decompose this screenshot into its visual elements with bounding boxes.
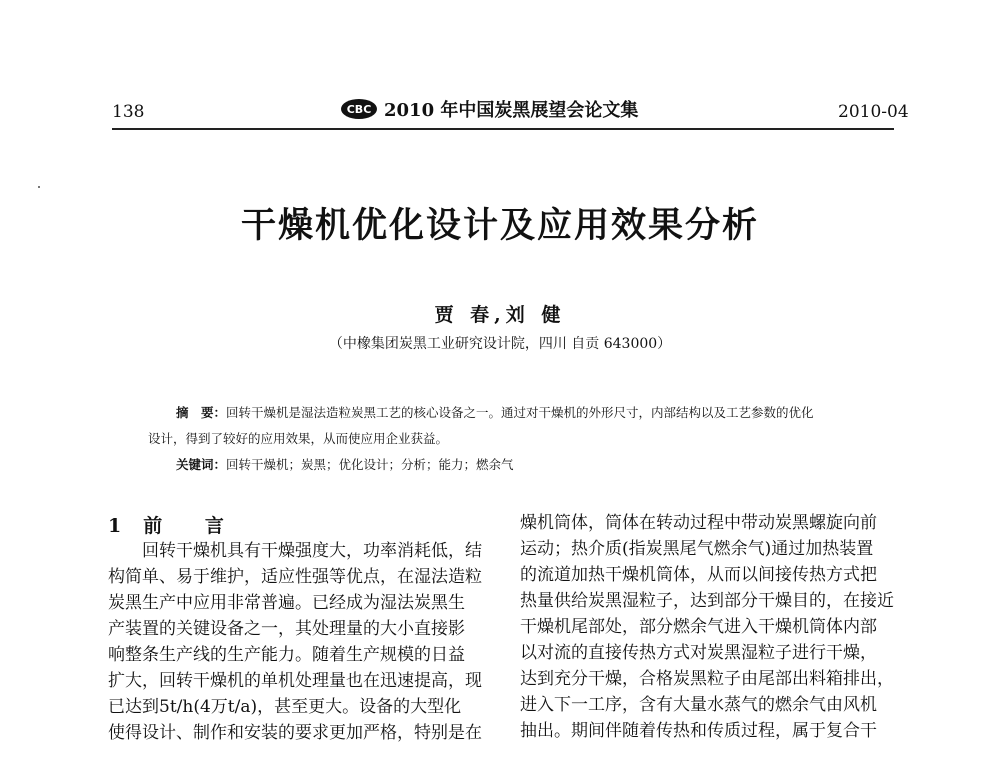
body-line: 构简单、易于维护，适应性强等优点，在湿法造粒: [108, 567, 482, 587]
section-title: 前 言: [143, 515, 242, 537]
abstract-text-1: 回转干燥机是湿法造粒炭黑工艺的核心设备之一。通过对干燥机的外形尺寸，内部结构以及工艺参数的优化: [226, 405, 814, 420]
header-divider: [112, 128, 894, 130]
body-line: 扩大，回转干燥机的单机处理量也在迅速提高，现: [108, 671, 482, 691]
conference-logo: [340, 98, 378, 120]
issue-date: 2010-04: [838, 102, 909, 122]
body-line: 热量供给炭黑湿粒子，达到部分干燥目的，在接近: [520, 591, 894, 611]
right-column: [520, 510, 916, 744]
section-number: 1: [108, 515, 122, 537]
keywords-text: 回转干燥机；炭黑；优化设计；分析；能力；燃余气: [226, 457, 514, 472]
keywords-label: 关键词：: [176, 457, 227, 472]
page-number: 138: [112, 102, 145, 122]
abstract-line-1: [176, 403, 814, 421]
body-line: 回转干燥机具有干燥强度大，功率消耗低，结: [108, 541, 482, 561]
paper-title: 干燥机优化设计及应用效果分析: [240, 205, 759, 246]
abstract-line-2: 设计，得到了较好的应用效果，从而使应用企业获益。: [148, 431, 449, 446]
body-line: 燥机筒体，筒体在转动过程中带动炭黑螺旋向前: [520, 513, 877, 533]
body-line: 以对流的直接传热方式对炭黑湿粒子进行干燥，: [520, 643, 877, 663]
body-line: 的流道加热干燥机筒体，从而以间接传热方式把: [520, 565, 877, 585]
body-line: 干燥机尾部处，部分燃余气进入干燥机筒体内部: [520, 617, 877, 637]
body-line: 炭黑生产中应用非常普遍。已经成为湿法炭黑生: [108, 593, 465, 613]
body-line: 抽出。期间伴随着传热和传质过程，属于复合干: [520, 721, 877, 741]
abstract-label: 摘 要：: [176, 405, 227, 420]
body-line: 达到充分干燥，合格炭黑粒子由尾部出料箱排出，: [520, 669, 894, 689]
section-heading: [108, 511, 242, 538]
left-column: [108, 538, 504, 746]
body-line: 进入下一工序，含有大量水蒸气的燃余气由风机: [520, 695, 877, 715]
authors: 贾 春,刘 健: [434, 304, 566, 326]
body-line: 运动；热介质(指炭黑尾气燃余气)通过加热装置: [520, 539, 874, 559]
body-line: 产装置的关键设备之一，其处理量的大小直接影: [108, 619, 465, 639]
body-line: 使得设计、制作和安装的要求更加严格，特别是在: [108, 723, 482, 743]
scan-speck: [38, 186, 40, 188]
logo-text: CBC: [346, 103, 372, 116]
proceedings-title: 2010 年中国炭黑展望会论文集: [384, 100, 639, 121]
affiliation: （中橡集团炭黑工业研究设计院，四川 自贡 643000）: [328, 336, 672, 352]
keywords-line: [176, 455, 514, 473]
body-line: 响整条生产线的生产能力。随着生产规模的日益: [108, 645, 465, 665]
body-line: 已达到5t/h(4万t/a)，甚至更大。设备的大型化: [108, 697, 462, 717]
running-header: [340, 96, 638, 122]
